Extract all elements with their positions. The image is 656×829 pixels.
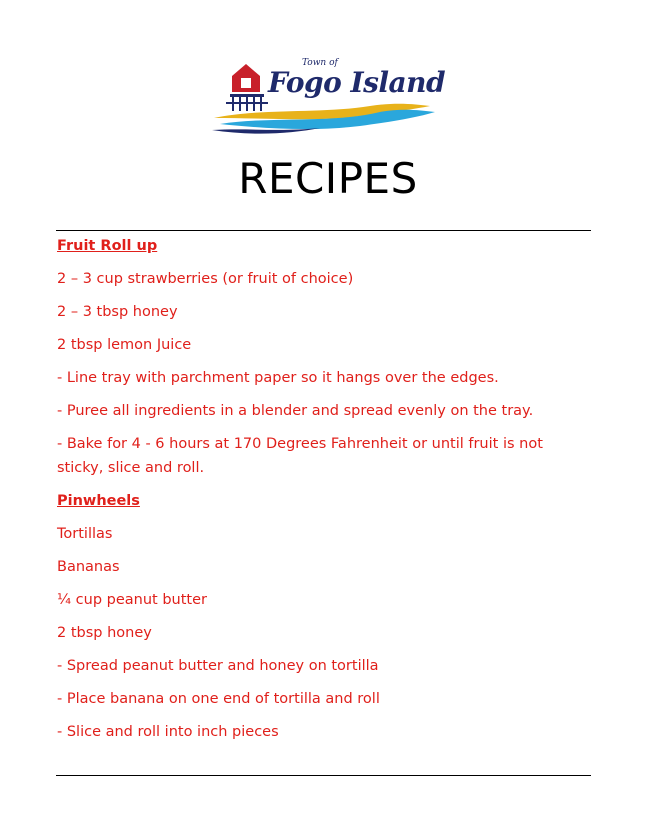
recipe-line: - Line tray with parchment paper so it hangs over the edges. xyxy=(57,370,499,386)
recipe-line: Bananas xyxy=(57,559,120,575)
house-icon xyxy=(226,64,268,111)
logo-name-text: Fogo Island xyxy=(268,66,446,99)
page-title: RECIPES xyxy=(238,154,418,203)
top-divider xyxy=(56,230,591,231)
recipe-line: - Bake for 4 - 6 hours at 170 Degrees Fahrenheit or until fruit is not sticky, slice and roll. xyxy=(57,436,543,476)
recipe-line: ¼ cup peanut butter xyxy=(57,592,207,608)
recipe-line: - Place banana on one end of tortilla and roll xyxy=(57,691,380,707)
recipe-line: Tortillas xyxy=(57,526,113,542)
recipe-line: - Puree all ingredients in a blender and spread evenly on the tray. xyxy=(57,403,534,419)
recipe-line: - Spread peanut butter and honey on tortilla xyxy=(57,658,379,674)
logo-town-of-text: Town of xyxy=(302,58,338,68)
recipe-line: 2 – 3 tbsp honey xyxy=(57,304,178,320)
recipe-line: - Slice and roll into inch pieces xyxy=(57,724,279,740)
recipe-heading: Pinwheels xyxy=(57,493,140,509)
bottom-divider xyxy=(56,775,591,776)
recipes-content xyxy=(57,234,577,753)
recipe-line: 2 tbsp lemon Juice xyxy=(57,337,192,353)
recipe-line: 2 – 3 cup strawberries (or fruit of choice) xyxy=(57,271,354,287)
recipe-line: 2 tbsp honey xyxy=(57,625,152,641)
recipe-heading: Fruit Roll up xyxy=(57,238,158,254)
